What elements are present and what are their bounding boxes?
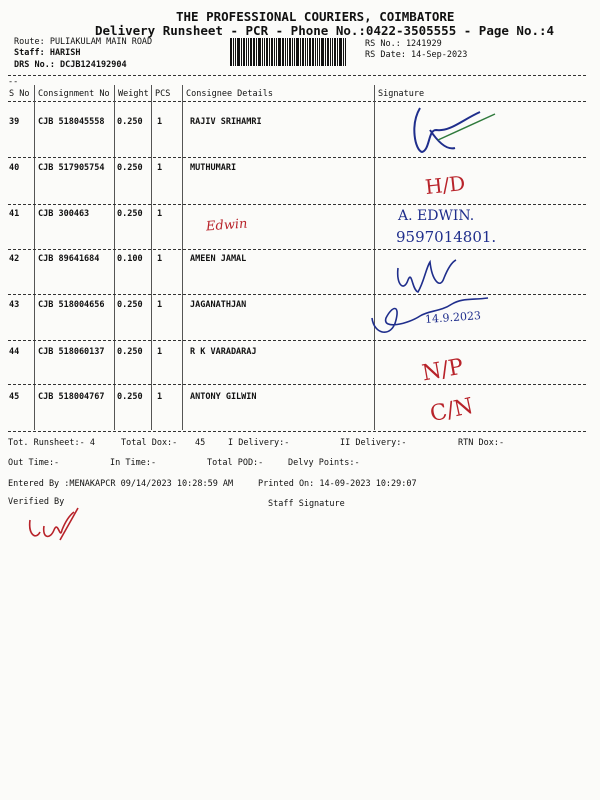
row-consignment-no: CJB 300463 [38, 209, 90, 219]
row-sno: 45 [9, 392, 20, 402]
row-consignee: ANTONY GILWIN [190, 392, 257, 402]
row-consignment-no: CJB 89641684 [38, 254, 100, 264]
row-weight: 0.100 [117, 254, 143, 264]
col-consignment: Consignment No [38, 89, 110, 99]
col-consignee: Consignee Details [186, 89, 273, 99]
row-sno: 42 [9, 254, 20, 264]
row-consignee: AMEEN JAMAL [190, 254, 247, 264]
col-sno: S No [9, 89, 30, 99]
route-text: Route: PULIAKULAM MAIN ROAD [14, 37, 153, 47]
signature-39-stroke [438, 114, 495, 140]
signature-42-mark [398, 260, 456, 292]
runsheet-title: Delivery Runsheet - PCR - Phone No.:0422-3505555 - Page No.:4 [95, 23, 555, 38]
row-pcs: 1 [157, 300, 163, 310]
row-pcs: 1 [157, 392, 163, 402]
col-weight: Weight [118, 89, 149, 99]
out-time: Out Time:- [8, 458, 60, 468]
row-pcs: 1 [157, 117, 163, 127]
handwritten-date: 14.9.2023 [424, 309, 482, 326]
total-dox-label: Total Dox:- [121, 438, 178, 448]
row-sno: 44 [9, 347, 20, 357]
handwritten-a-edwin: A. EDWIN. [398, 208, 475, 224]
row-consignee: JAGANATHJAN [190, 300, 247, 310]
handwritten-cn: C/N [427, 393, 476, 428]
verified-by-signature [30, 508, 78, 540]
printed-on: Printed On: 14-09-2023 10:29:07 [258, 479, 417, 489]
row-sno: 41 [9, 209, 20, 219]
row-weight: 0.250 [117, 209, 143, 219]
row-consignee: RAJIV SRIHAMRI [190, 117, 262, 127]
staff-signature: Staff Signature [268, 499, 345, 509]
row-pcs: 1 [157, 254, 163, 264]
row-pcs: 1 [157, 209, 163, 219]
top-left-mark: -- [8, 77, 19, 87]
company-name: THE PROFESSIONAL COURIERS, COIMBATORE [176, 9, 455, 24]
delvy-points: Delvy Points:- [288, 458, 360, 468]
row-sno: 43 [9, 300, 20, 310]
row-pcs: 1 [157, 163, 163, 173]
row-sno: 40 [9, 163, 20, 173]
row-pcs: 1 [157, 347, 163, 357]
tot-runsheet: Tot. Runsheet:- 4 [8, 438, 95, 448]
row-consignee: MUTHUMARI [190, 163, 237, 173]
row-consignment-no: CJB 517905754 [38, 163, 105, 173]
handwritten-hd: H/D [423, 170, 467, 200]
total-pod: Total POD:- [207, 458, 264, 468]
i-delivery: I Delivery:- [228, 438, 290, 448]
entered-by: Entered By :MENAKAPCR 09/14/2023 10:28:59 AM [8, 479, 234, 489]
row-consignment-no: CJB 518004656 [38, 300, 105, 310]
row-consignee: R K VARADARAJ [190, 347, 257, 357]
row-weight: 0.250 [117, 392, 143, 402]
total-dox-value: 45 [195, 438, 206, 448]
row-consignment-no: CJB 518060137 [38, 347, 105, 357]
handwritten-phone: 9597014801. [396, 228, 497, 246]
row-consignment-no: CJB 518004767 [38, 392, 105, 402]
drs-number: DRS No.: DCJB124192904 [14, 60, 127, 70]
ii-delivery: II Delivery:- [340, 438, 407, 448]
verified-by: Verified By [8, 497, 65, 507]
rtn-dox: RTN Dox:- [458, 438, 505, 448]
handwritten-edwin: Edwin [205, 216, 248, 235]
row-weight: 0.250 [117, 117, 143, 127]
col-signature: Signature [378, 89, 425, 99]
rs-number: RS No.: 1241929 [365, 39, 442, 49]
signature-39-mark [414, 108, 480, 152]
row-weight: 0.250 [117, 300, 143, 310]
in-time: In Time:- [110, 458, 157, 468]
rs-date: RS Date: 14-Sep-2023 [365, 50, 468, 60]
row-sno: 39 [9, 117, 20, 127]
staff-text: Staff: HARISH [14, 48, 81, 58]
row-weight: 0.250 [117, 347, 143, 357]
handwritten-np: N/P [420, 354, 466, 387]
row-consignment-no: CJB 518045558 [38, 117, 105, 127]
row-weight: 0.250 [117, 163, 143, 173]
col-pcs: PCS [155, 89, 171, 99]
